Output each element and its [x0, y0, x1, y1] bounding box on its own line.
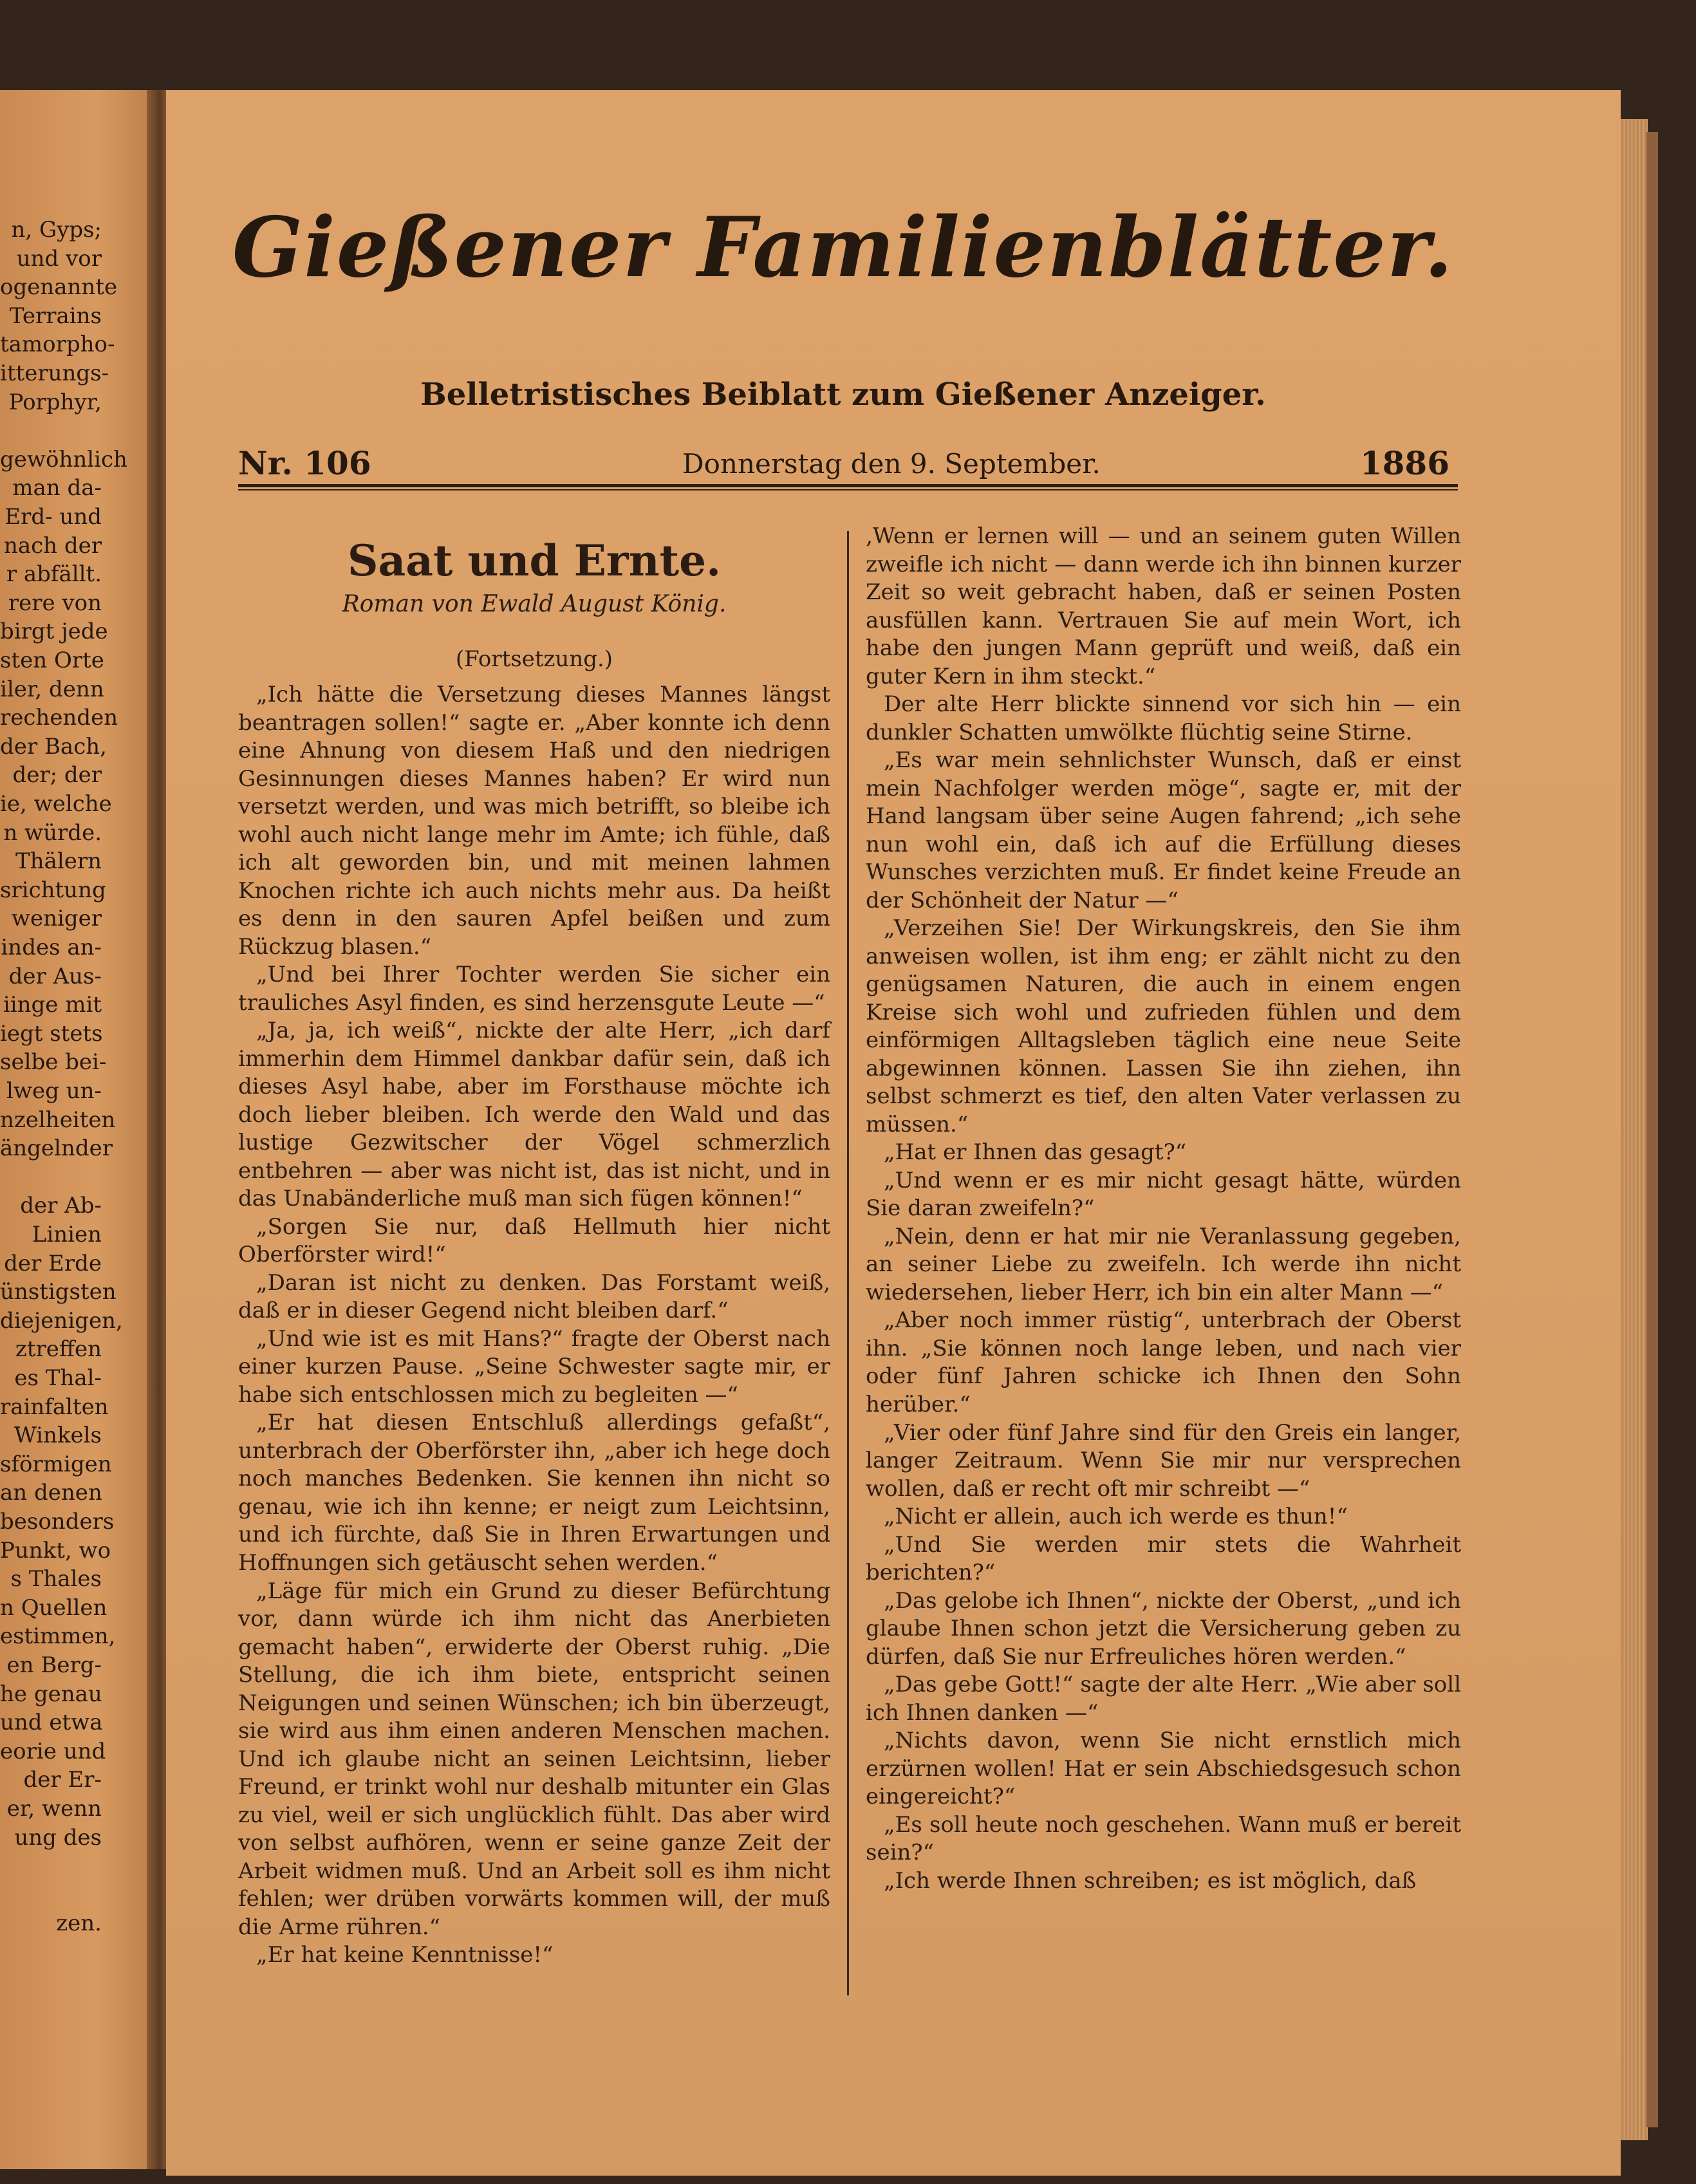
left-page-line: der Ab- [20, 1193, 102, 1219]
left-page [0, 90, 161, 2169]
left-page-line: selbe bei- [0, 1049, 107, 1076]
continuation-note: (Fortsetzung.) [455, 646, 613, 672]
left-page-line: sten Orte [0, 648, 104, 673]
paragraph: „Das gebe Gott!“ sagte der alte Herr. „Wie aber soll ich Ihnen danken —“ [866, 1672, 1461, 1726]
paragraph: „Und wenn er es mir nicht gesagt hätte, würden Sie daran zweifeln?“ [866, 1167, 1461, 1222]
paragraph: „Nicht er allein, auch ich werde es thun!“ [884, 1504, 1348, 1530]
left-page-line: he genau [0, 1681, 102, 1707]
article-column-1 [238, 532, 830, 1970]
article-title: Saat und Ernte. [347, 536, 722, 586]
masthead-rule-thin [238, 489, 1458, 490]
left-page-line: der Bach, [0, 733, 107, 760]
left-page-line: ogenannte [0, 274, 118, 301]
left-page-line: rere von [8, 590, 102, 616]
left-page-line: iinge mit [3, 992, 102, 1018]
left-page-line: besonders [0, 1509, 115, 1535]
left-page-line: nach der [3, 532, 102, 559]
left-page-line: ie, welche [0, 791, 112, 817]
issue-year: 1886 [1359, 444, 1449, 482]
left-page-line: n, Gyps; [11, 217, 102, 243]
paragraph: „Vier oder fünf Jahre sind für den Greis ein langer, langer Zeitraum. Wenn Sie mir nur versprechen wollen, daß er recht oft mir schreibt —“ [866, 1419, 1461, 1502]
left-page-line: der Er- [23, 1767, 102, 1793]
paragraph: „Er hat keine Kenntnisse!“ [256, 1942, 554, 1968]
left-page-line: s Thales [10, 1566, 102, 1592]
left-page-line: Porphyr, [8, 389, 102, 415]
paragraph: „Nichts davon, wenn Sie nicht ernstlich mich erzürnen wollen! Hat er sein Abschiedsgesuch schon eingereicht?“ [866, 1728, 1461, 1810]
paragraph: „Und wie ist es mit Hans?“ fragte der Oberst nach einer kurzen Pause. „Seine Schwester sagte mir, er habe sich entschlossen mich zu begleiten —“ [238, 1325, 830, 1408]
paragraph: „Sorgen Sie nur, daß Hellmuth hier nicht Oberförster wird!“ [238, 1213, 830, 1268]
left-page-line: n würde. [3, 819, 102, 846]
left-page-line: an denen [0, 1480, 102, 1506]
left-page-line: ztreffen [15, 1336, 102, 1363]
masthead-title: Gießener Familienblätter. [232, 200, 1455, 296]
left-page-line: es Thal- [14, 1365, 102, 1391]
left-page-line: rechenden [0, 705, 118, 731]
paragraph: „Das gelobe ich Ihnen“, nickte der Oberst, „und ich glaube Ihnen schon jetzt die Versicherung geben zu dürfen, daß Sie nur Erfreuliches hören werden.“ [866, 1587, 1461, 1670]
left-page-line: Thälern [15, 848, 102, 875]
left-page-line: Winkels [14, 1423, 102, 1449]
left-page-line: iegt stets [0, 1020, 103, 1047]
paragraph: „Ich werde Ihnen schreiben; es ist möglich, daß [884, 1867, 1417, 1894]
left-page-line: Terrains [9, 303, 102, 329]
left-page-line: sförmigen [0, 1451, 112, 1477]
left-page-line: gewöhnlich [0, 446, 127, 472]
left-page-line: rainfalten [0, 1394, 109, 1420]
paragraph: „Verzeihen Sie! Der Wirkungskreis, den Sie ihm anweisen wollen, ist ihm eng; er zählt nicht zu den genügsamen Naturen, die auch in einem engen Kreise sich wohl und zufrieden fühlen und dem einförmigen Alltagsleben täglich eine neue Seite abgewinnen können. Lassen Sie ihn ziehen, ihn selbst schmerzt es tief, den alten Vater verlassen zu müssen.“ [866, 915, 1461, 1137]
left-page-line: ängelnder [0, 1135, 113, 1162]
issue-number: Nr. 106 [238, 444, 371, 482]
issue-line [238, 444, 1455, 483]
paragraph: „Aber noch immer rüstig“, unterbrach der Oberst ihn. „Sie können noch lange leben, und nach vier oder fünf Jahren schicke ich Ihnen den Sohn herüber.“ [866, 1307, 1461, 1417]
paragraph: „Hat er Ihnen das gesagt?“ [884, 1139, 1187, 1166]
left-page-line: und etwa [0, 1710, 103, 1736]
book-cover-edge [1646, 132, 1658, 2127]
left-page-line: n Quellen [0, 1594, 107, 1621]
left-page-line: Punkt, wo [0, 1537, 111, 1563]
column-divider [847, 531, 849, 1995]
masthead-rule [238, 484, 1458, 487]
left-page-line: der Aus- [8, 963, 102, 989]
paragraph: ‚Wenn er lernen will — und an seinem guten Willen zweifle ich nicht — dann werde ich ihn binnen kurzer Zeit so weit gebracht haben, daß er seinen Posten ausfüllen kann. Vertrauen Sie auf mein Wort, ich habe den jungen Mann geprüft und weiß, daß ein guter Kern in ihm steckt.“ [866, 523, 1461, 689]
paragraph: „Ich hätte die Versetzung dieses Mannes längst beantragen sollen!“ sagte er. „Aber konnte ich denn eine Ahnung von diesem Haß und den niedrigen Gesinnungen dieses Mannes haben? Er wird nun versetzt werden, und was mich betrifft, so bleibe ich wohl auch nicht lange mehr im Amte; ich fühle, daß ich alt geworden bin, und mit meinen lahmen Knochen richte ich auch nichts mehr aus. Da heißt es denn in den sauren Apfel beißen und zum Rückzug blasen.“ [238, 682, 830, 960]
paragraph: „Und Sie werden mir stets die Wahrheit berichten?“ [866, 1531, 1461, 1586]
paragraph: Der alte Herr blickte sinnend vor sich hin — ein dunkler Schatten umwölkte flüchtig seine Stirne. [866, 691, 1461, 745]
left-page-line: zen. [56, 1910, 102, 1937]
left-page-line: tamorpho- [0, 331, 115, 358]
left-page-line: ung des [14, 1824, 102, 1851]
left-page-line: estimmen, [0, 1623, 116, 1650]
left-page-line: en Berg- [6, 1652, 102, 1678]
paragraph: „Nein, denn er hat mir nie Veranlassung gegeben, an seiner Liebe zu zweifeln. Ich werde ihn nicht wiedersehen, lieber Herr, ich bin ein alter Mann —“ [866, 1223, 1461, 1305]
article-byline: Roman von Ewald August König. [342, 591, 727, 617]
left-page-line: der Erde [4, 1250, 102, 1276]
left-page-line: man da- [12, 475, 102, 501]
left-page-line: der; der [12, 762, 102, 789]
left-page-line: indes an- [1, 935, 102, 960]
left-page-line: iler, denn [0, 676, 104, 702]
masthead-subtitle: Belletristisches Beiblatt zum Gießener Anzeiger. [420, 377, 1266, 413]
page-edges [1621, 119, 1648, 2140]
left-page-line: r abfällt. [6, 561, 102, 588]
paragraph: „Er hat diesen Entschluß allerdings gefaßt“, unterbrach der Oberförster ihn, „aber ich hege doch noch manches Bedenken. Sie kennen ihn nicht so genau, wie ich ihn kenne; er neigt zum Leichtsinn, und ich fürchte, daß Sie in Ihren Erwartungen und Hoffnungen sich getäuscht sehen werden.“ [238, 1410, 830, 1576]
left-page-line: und vor [16, 245, 102, 272]
paragraph: „Es soll heute noch geschehen. Wann muß er bereit sein?“ [866, 1811, 1461, 1866]
paragraph: „Daran ist nicht zu denken. Das Forstamt weiß, daß er in dieser Gegend nicht bleiben darf.“ [238, 1269, 830, 1324]
paragraph: „Es war mein sehnlichster Wunsch, daß er einst mein Nachfolger werden möge“, sagte er, mit der Hand langsam über seine Augen fahrend; „ich sehe nun wohl ein, daß ich auf die Erfüllung dieses Wunsches verzichten muß. Er findet keine Freude an der Schönheit der Natur —“ [866, 747, 1461, 913]
left-page-line: Linien [32, 1222, 102, 1247]
left-page-line: er, wenn [6, 1796, 102, 1822]
issue-date: Donnerstag den 9. September. [682, 448, 1101, 480]
left-page-line: Erd- und [5, 504, 102, 530]
left-page-line: itterungs- [0, 360, 109, 386]
paragraph: „Läge für mich ein Grund zu dieser Befürchtung vor, dann würde ich ihm nicht das Anerbieten gemacht haben“, erwiderte der Oberst ruhig. „Die Stellung, die ich ihm biete, entspricht seinen Neigungen und seinen Wünschen; ich bin überzeugt, sie wird aus ihm einen anderen Menschen machen. Und ich glaube nicht an seinen Leichtsinn, lieber Freund, er trinkt wohl nur deshalb mitunter ein Glas zu viel, weil er sich unglücklich fühlt. Das aber wird von selbst aufhören, wenn er seine ganze Zeit der Arbeit widmen muß. Und an Arbeit soll es ihm nicht fehlen; wer drüben vorwärts kommen will, der muß die Arme rühren.“ [238, 1578, 830, 1940]
left-page-line: srichtung [0, 877, 106, 903]
left-page-line: diejenigen, [0, 1307, 123, 1334]
article-column-2 [866, 523, 1461, 1895]
left-page-line: nzelheiten [0, 1106, 116, 1133]
left-page-line: lweg un- [6, 1078, 102, 1104]
left-page-line: weniger [11, 906, 102, 932]
paragraph: „Ja, ja, ich weiß“, nickte der alte Herr, „ich darf immerhin dem Himmel dankbar dafür sein, daß ich dieses Asyl habe, aber im Forsthause möchte ich doch lieber bleiben. Ich werde den Wald und das lustige Gezwitscher der Vögel schmerzlich entbehren — aber was nicht ist, das ist nicht, und in das Unabänderliche muß man sich fügen können!“ [238, 1018, 830, 1212]
left-page-line: ünstigsten [0, 1279, 116, 1305]
left-page-line: birgt jede [0, 619, 108, 645]
paragraph: „Und bei Ihrer Tochter werden Sie sicher ein trauliches Asyl finden, es sind herzensgute Leute —“ [238, 962, 830, 1016]
left-page-line: eorie und [0, 1738, 106, 1764]
